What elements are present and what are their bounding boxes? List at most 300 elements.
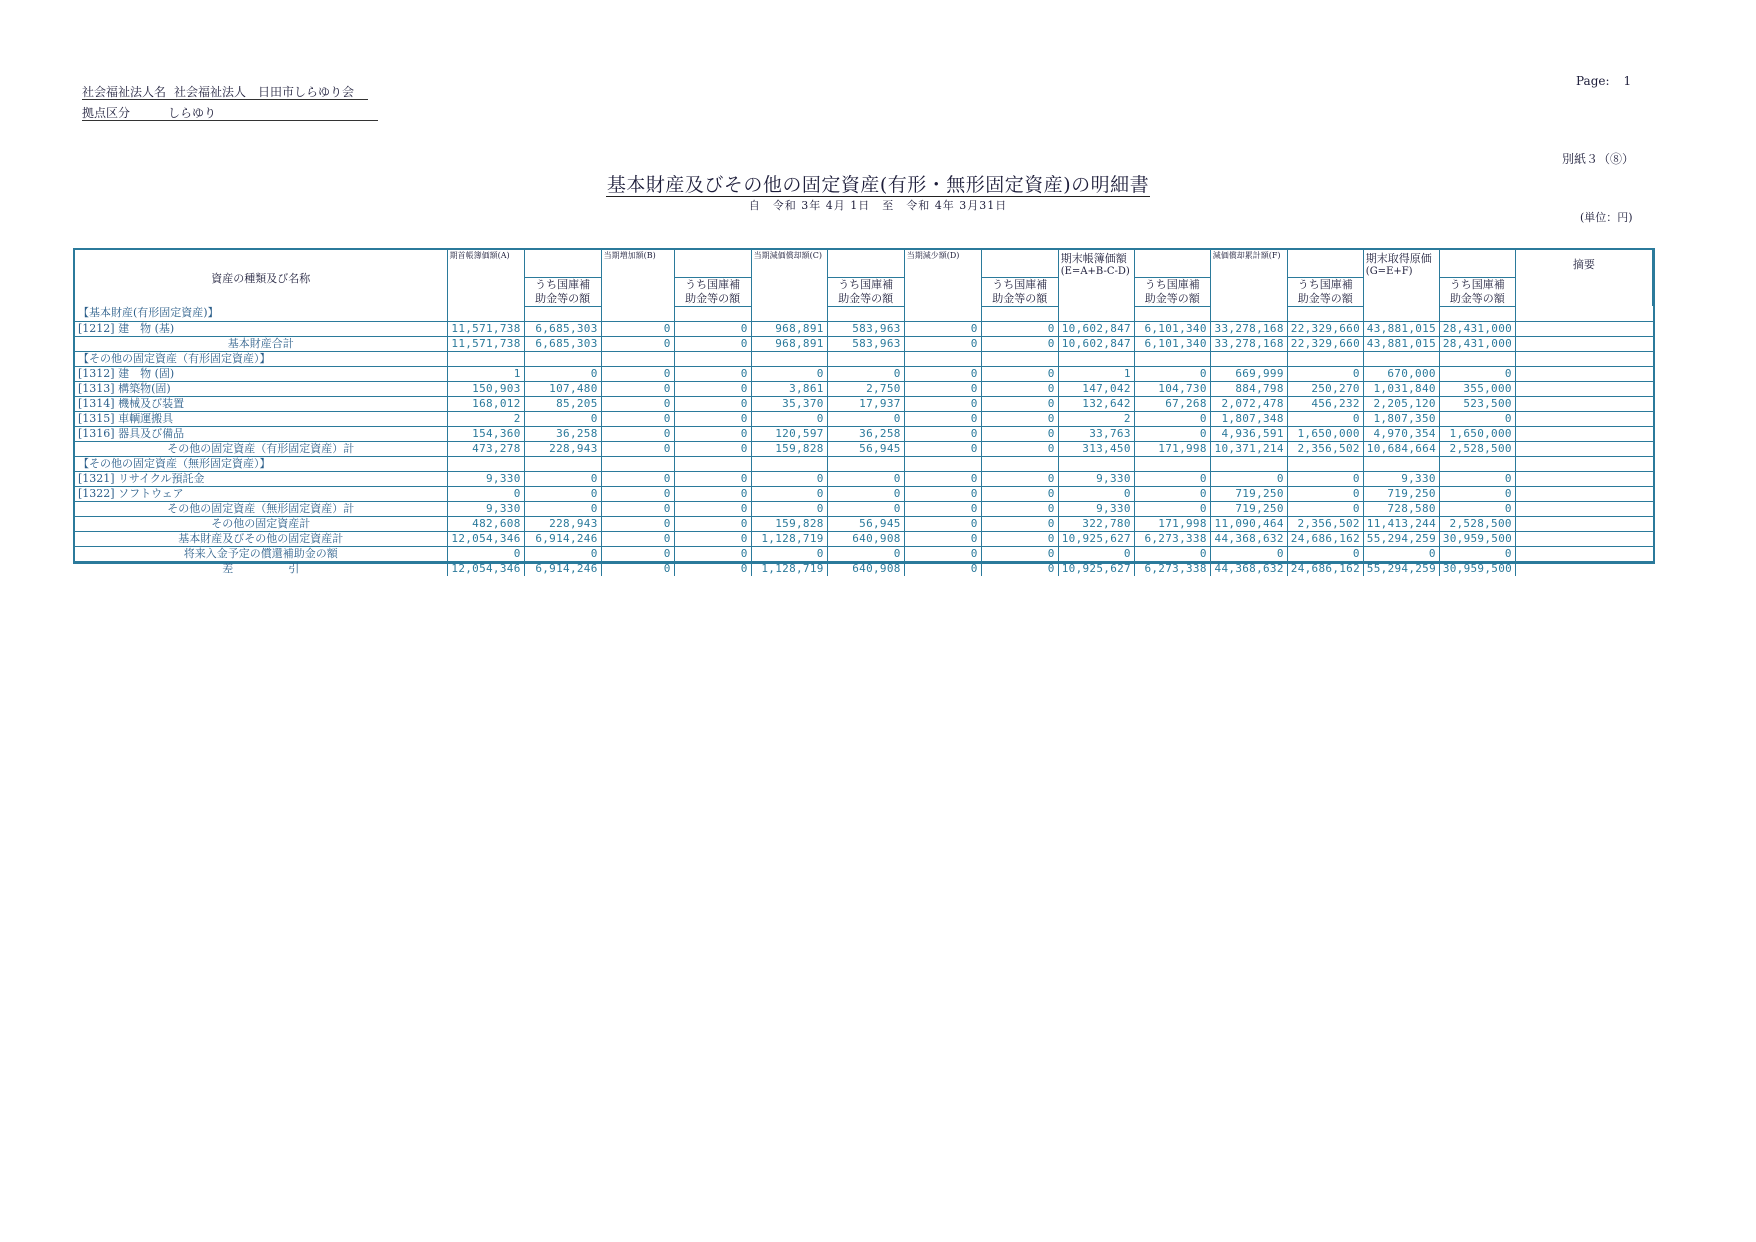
cell-value xyxy=(827,351,904,366)
cell-value: 0 xyxy=(751,471,827,486)
table-row xyxy=(75,486,1653,501)
cell-value: 313,450 xyxy=(1058,441,1134,456)
cell-value xyxy=(1134,456,1210,471)
cell-value: 0 xyxy=(524,486,601,501)
cell-value: 728,580 xyxy=(1363,501,1439,516)
cell-value: 0 xyxy=(674,411,751,426)
cell-value: 30,959,500 xyxy=(1439,531,1515,546)
cell-value xyxy=(827,306,904,321)
cell-value xyxy=(524,456,601,471)
memo-cell xyxy=(1515,366,1652,381)
cell-value: 0 xyxy=(524,501,601,516)
cell-value: 55,294,259 xyxy=(1363,561,1439,576)
table-row xyxy=(75,396,1653,411)
col-header-subsidy: うち国庫補 助金等の額 xyxy=(1134,277,1210,306)
cell-value: 0 xyxy=(601,336,674,351)
cell-value: 107,480 xyxy=(524,381,601,396)
cell-value: 0 xyxy=(827,411,904,426)
cell-value: 22,329,660 xyxy=(1287,321,1363,336)
cell-value: 719,250 xyxy=(1210,501,1287,516)
cell-value: 1 xyxy=(447,366,524,381)
cell-value xyxy=(1058,456,1134,471)
page-number: 1 xyxy=(1623,74,1632,88)
cell-value: 0 xyxy=(674,441,751,456)
cell-value: 0 xyxy=(1058,486,1134,501)
cell-value: 2 xyxy=(1058,411,1134,426)
cell-value xyxy=(1058,351,1134,366)
cell-value: 0 xyxy=(981,381,1058,396)
cell-value: 0 xyxy=(827,546,904,561)
table-row xyxy=(75,351,1653,366)
cell-value: 0 xyxy=(674,516,751,531)
cell-value: 1,128,719 xyxy=(751,561,827,576)
cell-value: 0 xyxy=(1287,486,1363,501)
cell-value: 669,999 xyxy=(1210,366,1287,381)
cell-value xyxy=(1058,306,1134,321)
cell-value: 104,730 xyxy=(1134,381,1210,396)
cell-value: 0 xyxy=(601,441,674,456)
cell-value: 0 xyxy=(981,366,1058,381)
cell-value: 2,072,478 xyxy=(1210,396,1287,411)
cell-value: 159,828 xyxy=(751,516,827,531)
cell-value: 0 xyxy=(1363,546,1439,561)
table-row xyxy=(75,366,1653,381)
cell-value xyxy=(524,351,601,366)
memo-cell xyxy=(1515,411,1652,426)
cell-value: 583,963 xyxy=(827,336,904,351)
cell-value: 28,431,000 xyxy=(1439,336,1515,351)
cell-value: 0 xyxy=(904,561,981,576)
row-label: 基本財産合計 xyxy=(75,336,447,351)
cell-value: 6,685,303 xyxy=(524,336,601,351)
cell-value: 0 xyxy=(601,396,674,411)
row-label: その他の固定資産計 xyxy=(75,516,447,531)
cell-value: 43,881,015 xyxy=(1363,336,1439,351)
table-row xyxy=(75,501,1653,516)
cell-value: 12,054,346 xyxy=(447,531,524,546)
row-label: その他の固定資産（無形固定資産）計 xyxy=(75,501,447,516)
cell-value: 1,807,350 xyxy=(1363,411,1439,426)
cell-value: 0 xyxy=(447,546,524,561)
cell-value: 1,128,719 xyxy=(751,531,827,546)
cell-value: 0 xyxy=(904,546,981,561)
cell-value: 0 xyxy=(1439,471,1515,486)
cell-value xyxy=(601,456,674,471)
cell-value: 0 xyxy=(674,336,751,351)
cell-value xyxy=(674,306,751,321)
col-header-closing-formula: (E=A+B-C-D) xyxy=(1060,266,1130,277)
cell-value: 67,268 xyxy=(1134,396,1210,411)
table-row xyxy=(75,411,1653,426)
memo-cell xyxy=(1515,336,1652,351)
cell-value: 968,891 xyxy=(751,321,827,336)
cell-value: 132,642 xyxy=(1058,396,1134,411)
memo-cell xyxy=(1515,561,1652,576)
cell-value: 0 xyxy=(524,546,601,561)
cell-value: 0 xyxy=(981,546,1058,561)
cell-value: 10,371,214 xyxy=(1210,441,1287,456)
cell-value: 33,278,168 xyxy=(1210,336,1287,351)
cell-value xyxy=(1439,351,1515,366)
cell-value: 482,608 xyxy=(447,516,524,531)
cell-value: 0 xyxy=(1287,501,1363,516)
col-header-acquisition-title: 期末取得原価 xyxy=(1365,252,1432,265)
cell-value: 0 xyxy=(1210,471,1287,486)
row-label: 将来入金予定の償還補助金の額 xyxy=(75,546,447,561)
memo-cell xyxy=(1515,546,1652,561)
cell-value: 24,686,162 xyxy=(1287,561,1363,576)
cell-value: 0 xyxy=(904,486,981,501)
cell-value: 523,500 xyxy=(1439,396,1515,411)
cell-value: 0 xyxy=(981,486,1058,501)
table-row xyxy=(75,426,1653,441)
cell-value: 35,370 xyxy=(751,396,827,411)
cell-value: 28,431,000 xyxy=(1439,321,1515,336)
cell-value: 0 xyxy=(904,426,981,441)
cell-value: 0 xyxy=(981,516,1058,531)
cell-value: 322,780 xyxy=(1058,516,1134,531)
asset-detail-table xyxy=(75,250,1653,576)
row-label: その他の固定資産（有形固定資産）計 xyxy=(75,441,447,456)
cell-value: 0 xyxy=(674,501,751,516)
memo-cell xyxy=(1515,396,1652,411)
cell-value: 9,330 xyxy=(447,471,524,486)
cell-value: 0 xyxy=(981,396,1058,411)
cell-value: 0 xyxy=(674,531,751,546)
cell-value: 0 xyxy=(751,546,827,561)
memo-cell xyxy=(1515,426,1652,441)
memo-cell xyxy=(1515,531,1652,546)
memo-cell xyxy=(1515,516,1652,531)
cell-value xyxy=(447,351,524,366)
cell-value xyxy=(1210,351,1287,366)
cell-value: 0 xyxy=(981,426,1058,441)
row-label: [1316] 器具及び備品 xyxy=(75,426,447,441)
cell-value: 0 xyxy=(981,441,1058,456)
page-indicator xyxy=(1576,74,1631,88)
cell-value: 473,278 xyxy=(447,441,524,456)
cell-value: 43,881,015 xyxy=(1363,321,1439,336)
cell-value: 11,571,738 xyxy=(447,321,524,336)
cell-value: 0 xyxy=(601,486,674,501)
cell-value: 2,205,120 xyxy=(1363,396,1439,411)
attachment-label: 別紙３（⑧） xyxy=(1562,152,1635,166)
col-header-acquisition xyxy=(1363,250,1439,277)
cell-value: 0 xyxy=(601,426,674,441)
row-label: 基本財産及びその他の固定資産計 xyxy=(75,531,447,546)
cell-value: 0 xyxy=(1134,426,1210,441)
cell-value xyxy=(751,351,827,366)
table-row xyxy=(75,546,1653,561)
cell-value: 0 xyxy=(904,381,981,396)
cell-value: 30,959,500 xyxy=(1439,561,1515,576)
cell-value: 0 xyxy=(751,486,827,501)
cell-value: 17,937 xyxy=(827,396,904,411)
cell-value xyxy=(827,456,904,471)
cell-value: 0 xyxy=(601,501,674,516)
table-row xyxy=(75,381,1653,396)
cell-value: 0 xyxy=(751,411,827,426)
cell-value: 2,750 xyxy=(827,381,904,396)
cell-value: 12,054,346 xyxy=(447,561,524,576)
cell-value: 0 xyxy=(674,546,751,561)
period: 自 令和 3年 4月 1日 至 令和 4年 3月31日 xyxy=(748,199,1008,212)
cell-value: 0 xyxy=(827,471,904,486)
page-label: Page: xyxy=(1576,74,1610,88)
cell-value xyxy=(1210,456,1287,471)
cell-value: 2 xyxy=(447,411,524,426)
cell-value: 0 xyxy=(447,486,524,501)
cell-value: 0 xyxy=(981,336,1058,351)
cell-value: 2,528,500 xyxy=(1439,516,1515,531)
cell-value xyxy=(751,306,827,321)
row-label: [1312] 建 物 (固) xyxy=(75,366,447,381)
corporation-name-line xyxy=(82,83,368,100)
cell-value xyxy=(447,306,524,321)
col-header-subsidy: うち国庫補 助金等の額 xyxy=(981,277,1058,306)
cell-value xyxy=(524,306,601,321)
memo-cell xyxy=(1515,471,1652,486)
table-row xyxy=(75,516,1653,531)
cell-value: 0 xyxy=(981,471,1058,486)
cell-value: 0 xyxy=(904,321,981,336)
cell-value: 171,998 xyxy=(1134,516,1210,531)
cell-value: 228,943 xyxy=(524,516,601,531)
cell-value xyxy=(981,456,1058,471)
cell-value: 0 xyxy=(524,411,601,426)
cell-value: 159,828 xyxy=(751,441,827,456)
cell-value: 0 xyxy=(674,321,751,336)
cell-value: 456,232 xyxy=(1287,396,1363,411)
cell-value xyxy=(1439,306,1515,321)
memo-cell xyxy=(1515,381,1652,396)
cell-value: 0 xyxy=(904,336,981,351)
cell-value: 171,998 xyxy=(1134,441,1210,456)
col-header-decrease: 当期減少額(D) xyxy=(904,250,981,277)
cell-value: 6,914,246 xyxy=(524,561,601,576)
row-label: [1314] 機械及び装置 xyxy=(75,396,447,411)
cell-value: 154,360 xyxy=(447,426,524,441)
cell-value: 10,602,847 xyxy=(1058,336,1134,351)
cell-value: 0 xyxy=(1210,546,1287,561)
cell-value: 0 xyxy=(674,471,751,486)
col-header-subsidy: うち国庫補 助金等の額 xyxy=(674,277,751,306)
cell-value xyxy=(1287,456,1363,471)
cell-value: 0 xyxy=(601,411,674,426)
cell-value: 355,000 xyxy=(1439,381,1515,396)
cell-value: 0 xyxy=(981,561,1058,576)
cell-value: 0 xyxy=(524,366,601,381)
cell-value: 0 xyxy=(674,426,751,441)
row-label: 【その他の固定資産（有形固定資産）】 xyxy=(75,351,447,366)
cell-value: 0 xyxy=(1058,546,1134,561)
cell-value: 0 xyxy=(674,366,751,381)
cell-value: 0 xyxy=(674,396,751,411)
cell-value: 3,861 xyxy=(751,381,827,396)
cell-value: 6,273,338 xyxy=(1134,531,1210,546)
cell-value: 0 xyxy=(601,546,674,561)
document-title-wrap xyxy=(0,170,1756,197)
memo-cell xyxy=(1515,321,1652,336)
cell-value: 0 xyxy=(904,441,981,456)
cell-value xyxy=(904,456,981,471)
memo-cell xyxy=(1515,441,1652,456)
cell-value: 0 xyxy=(674,381,751,396)
cell-value: 0 xyxy=(827,486,904,501)
cell-value: 0 xyxy=(674,486,751,501)
cell-value xyxy=(904,306,981,321)
cell-value: 1,650,000 xyxy=(1287,426,1363,441)
cell-value: 24,686,162 xyxy=(1287,531,1363,546)
corporation-label: 社会福祉法人名 xyxy=(82,85,167,99)
cell-value: 6,101,340 xyxy=(1134,321,1210,336)
cell-value: 0 xyxy=(981,411,1058,426)
cell-value: 0 xyxy=(1439,486,1515,501)
cell-value: 1,031,840 xyxy=(1363,381,1439,396)
col-header-name: 資産の種類及び名称 xyxy=(75,250,447,306)
cell-value: 0 xyxy=(904,501,981,516)
cell-value xyxy=(751,456,827,471)
cell-value xyxy=(447,456,524,471)
cell-value xyxy=(1363,351,1439,366)
cell-value: 11,413,244 xyxy=(1363,516,1439,531)
table-row xyxy=(75,531,1653,546)
base-division-line xyxy=(82,104,378,121)
cell-value: 56,945 xyxy=(827,441,904,456)
col-header-memo: 摘要 xyxy=(1515,250,1652,306)
base-division-value: しらゆり xyxy=(168,106,217,120)
cell-value: 11,571,738 xyxy=(447,336,524,351)
col-header-depreciation: 当期減価償却額(C) xyxy=(751,250,827,277)
cell-value: 55,294,259 xyxy=(1363,531,1439,546)
cell-value xyxy=(674,351,751,366)
cell-value xyxy=(1439,456,1515,471)
table-row xyxy=(75,456,1653,471)
cell-value: 6,685,303 xyxy=(524,321,601,336)
cell-value: 120,597 xyxy=(751,426,827,441)
cell-value: 0 xyxy=(1287,546,1363,561)
cell-value: 4,970,354 xyxy=(1363,426,1439,441)
cell-value: 9,330 xyxy=(447,501,524,516)
unit-label: (単位：円) xyxy=(1580,211,1633,224)
cell-value: 640,908 xyxy=(827,561,904,576)
cell-value: 0 xyxy=(904,516,981,531)
cell-value: 10,925,627 xyxy=(1058,531,1134,546)
base-division-label: 拠点区分 xyxy=(82,106,131,120)
cell-value: 583,963 xyxy=(827,321,904,336)
table-row xyxy=(75,441,1653,456)
cell-value: 10,925,627 xyxy=(1058,561,1134,576)
cell-value: 0 xyxy=(524,471,601,486)
cell-value: 10,684,664 xyxy=(1363,441,1439,456)
cell-value: 2,528,500 xyxy=(1439,441,1515,456)
table-row xyxy=(75,336,1653,351)
cell-value: 33,278,168 xyxy=(1210,321,1287,336)
cell-value: 36,258 xyxy=(524,426,601,441)
cell-value: 36,258 xyxy=(827,426,904,441)
cell-value: 9,330 xyxy=(1058,501,1134,516)
cell-value: 11,090,464 xyxy=(1210,516,1287,531)
cell-value: 9,330 xyxy=(1058,471,1134,486)
cell-value xyxy=(1287,351,1363,366)
cell-value: 0 xyxy=(601,471,674,486)
asset-detail-table-frame xyxy=(73,248,1655,575)
cell-value: 228,943 xyxy=(524,441,601,456)
cell-value: 0 xyxy=(904,471,981,486)
cell-value: 6,273,338 xyxy=(1134,561,1210,576)
cell-value: 22,329,660 xyxy=(1287,336,1363,351)
cell-value: 0 xyxy=(981,531,1058,546)
cell-value: 0 xyxy=(1287,411,1363,426)
cell-value: 0 xyxy=(904,531,981,546)
cell-value xyxy=(1134,351,1210,366)
cell-value: 44,368,632 xyxy=(1210,561,1287,576)
memo-cell xyxy=(1515,456,1652,471)
row-label: [1212] 建 物 (基) xyxy=(75,321,447,336)
cell-value: 0 xyxy=(1439,366,1515,381)
cell-value: 719,250 xyxy=(1363,486,1439,501)
col-header-increase: 当期増加額(B) xyxy=(601,250,674,277)
cell-value: 4,936,591 xyxy=(1210,426,1287,441)
cell-value: 0 xyxy=(981,501,1058,516)
cell-value: 0 xyxy=(1439,411,1515,426)
table-row xyxy=(75,321,1653,336)
table-row xyxy=(75,471,1653,486)
cell-value: 56,945 xyxy=(827,516,904,531)
cell-value: 150,903 xyxy=(447,381,524,396)
cell-value: 1,807,348 xyxy=(1210,411,1287,426)
cell-value: 1,650,000 xyxy=(1439,426,1515,441)
cell-value: 0 xyxy=(601,516,674,531)
cell-value: 85,205 xyxy=(524,396,601,411)
row-label: 差 引 xyxy=(75,561,447,576)
corporation-value: 社会福祉法人 日田市しらゆり会 xyxy=(174,85,355,99)
cell-value: 0 xyxy=(601,321,674,336)
cell-value: 0 xyxy=(1134,501,1210,516)
row-label: [1321] リサイクル預託金 xyxy=(75,471,447,486)
cell-value xyxy=(981,351,1058,366)
row-label: 【基本財産(有形固定資産)】 xyxy=(75,306,447,321)
cell-value: 168,012 xyxy=(447,396,524,411)
cell-value: 0 xyxy=(751,366,827,381)
cell-value: 0 xyxy=(601,381,674,396)
cell-value xyxy=(601,306,674,321)
cell-value xyxy=(1363,306,1439,321)
cell-value: 0 xyxy=(1287,471,1363,486)
memo-cell xyxy=(1515,306,1652,321)
cell-value: 640,908 xyxy=(827,531,904,546)
cell-value: 0 xyxy=(904,411,981,426)
cell-value xyxy=(1287,306,1363,321)
cell-value: 2,356,502 xyxy=(1287,441,1363,456)
cell-value: 0 xyxy=(1134,546,1210,561)
cell-value: 0 xyxy=(601,561,674,576)
cell-value: 0 xyxy=(904,396,981,411)
cell-value: 44,368,632 xyxy=(1210,531,1287,546)
cell-value: 6,101,340 xyxy=(1134,336,1210,351)
document-title: 基本財産及びその他の固定資産(有形・無形固定資産)の明細書 xyxy=(606,174,1150,196)
cell-value xyxy=(601,351,674,366)
cell-value: 2,356,502 xyxy=(1287,516,1363,531)
cell-value xyxy=(1210,306,1287,321)
cell-value xyxy=(674,456,751,471)
cell-value: 0 xyxy=(1134,486,1210,501)
cell-value: 10,602,847 xyxy=(1058,321,1134,336)
cell-value: 147,042 xyxy=(1058,381,1134,396)
cell-value: 0 xyxy=(1287,366,1363,381)
cell-value xyxy=(904,351,981,366)
cell-value: 0 xyxy=(1134,471,1210,486)
